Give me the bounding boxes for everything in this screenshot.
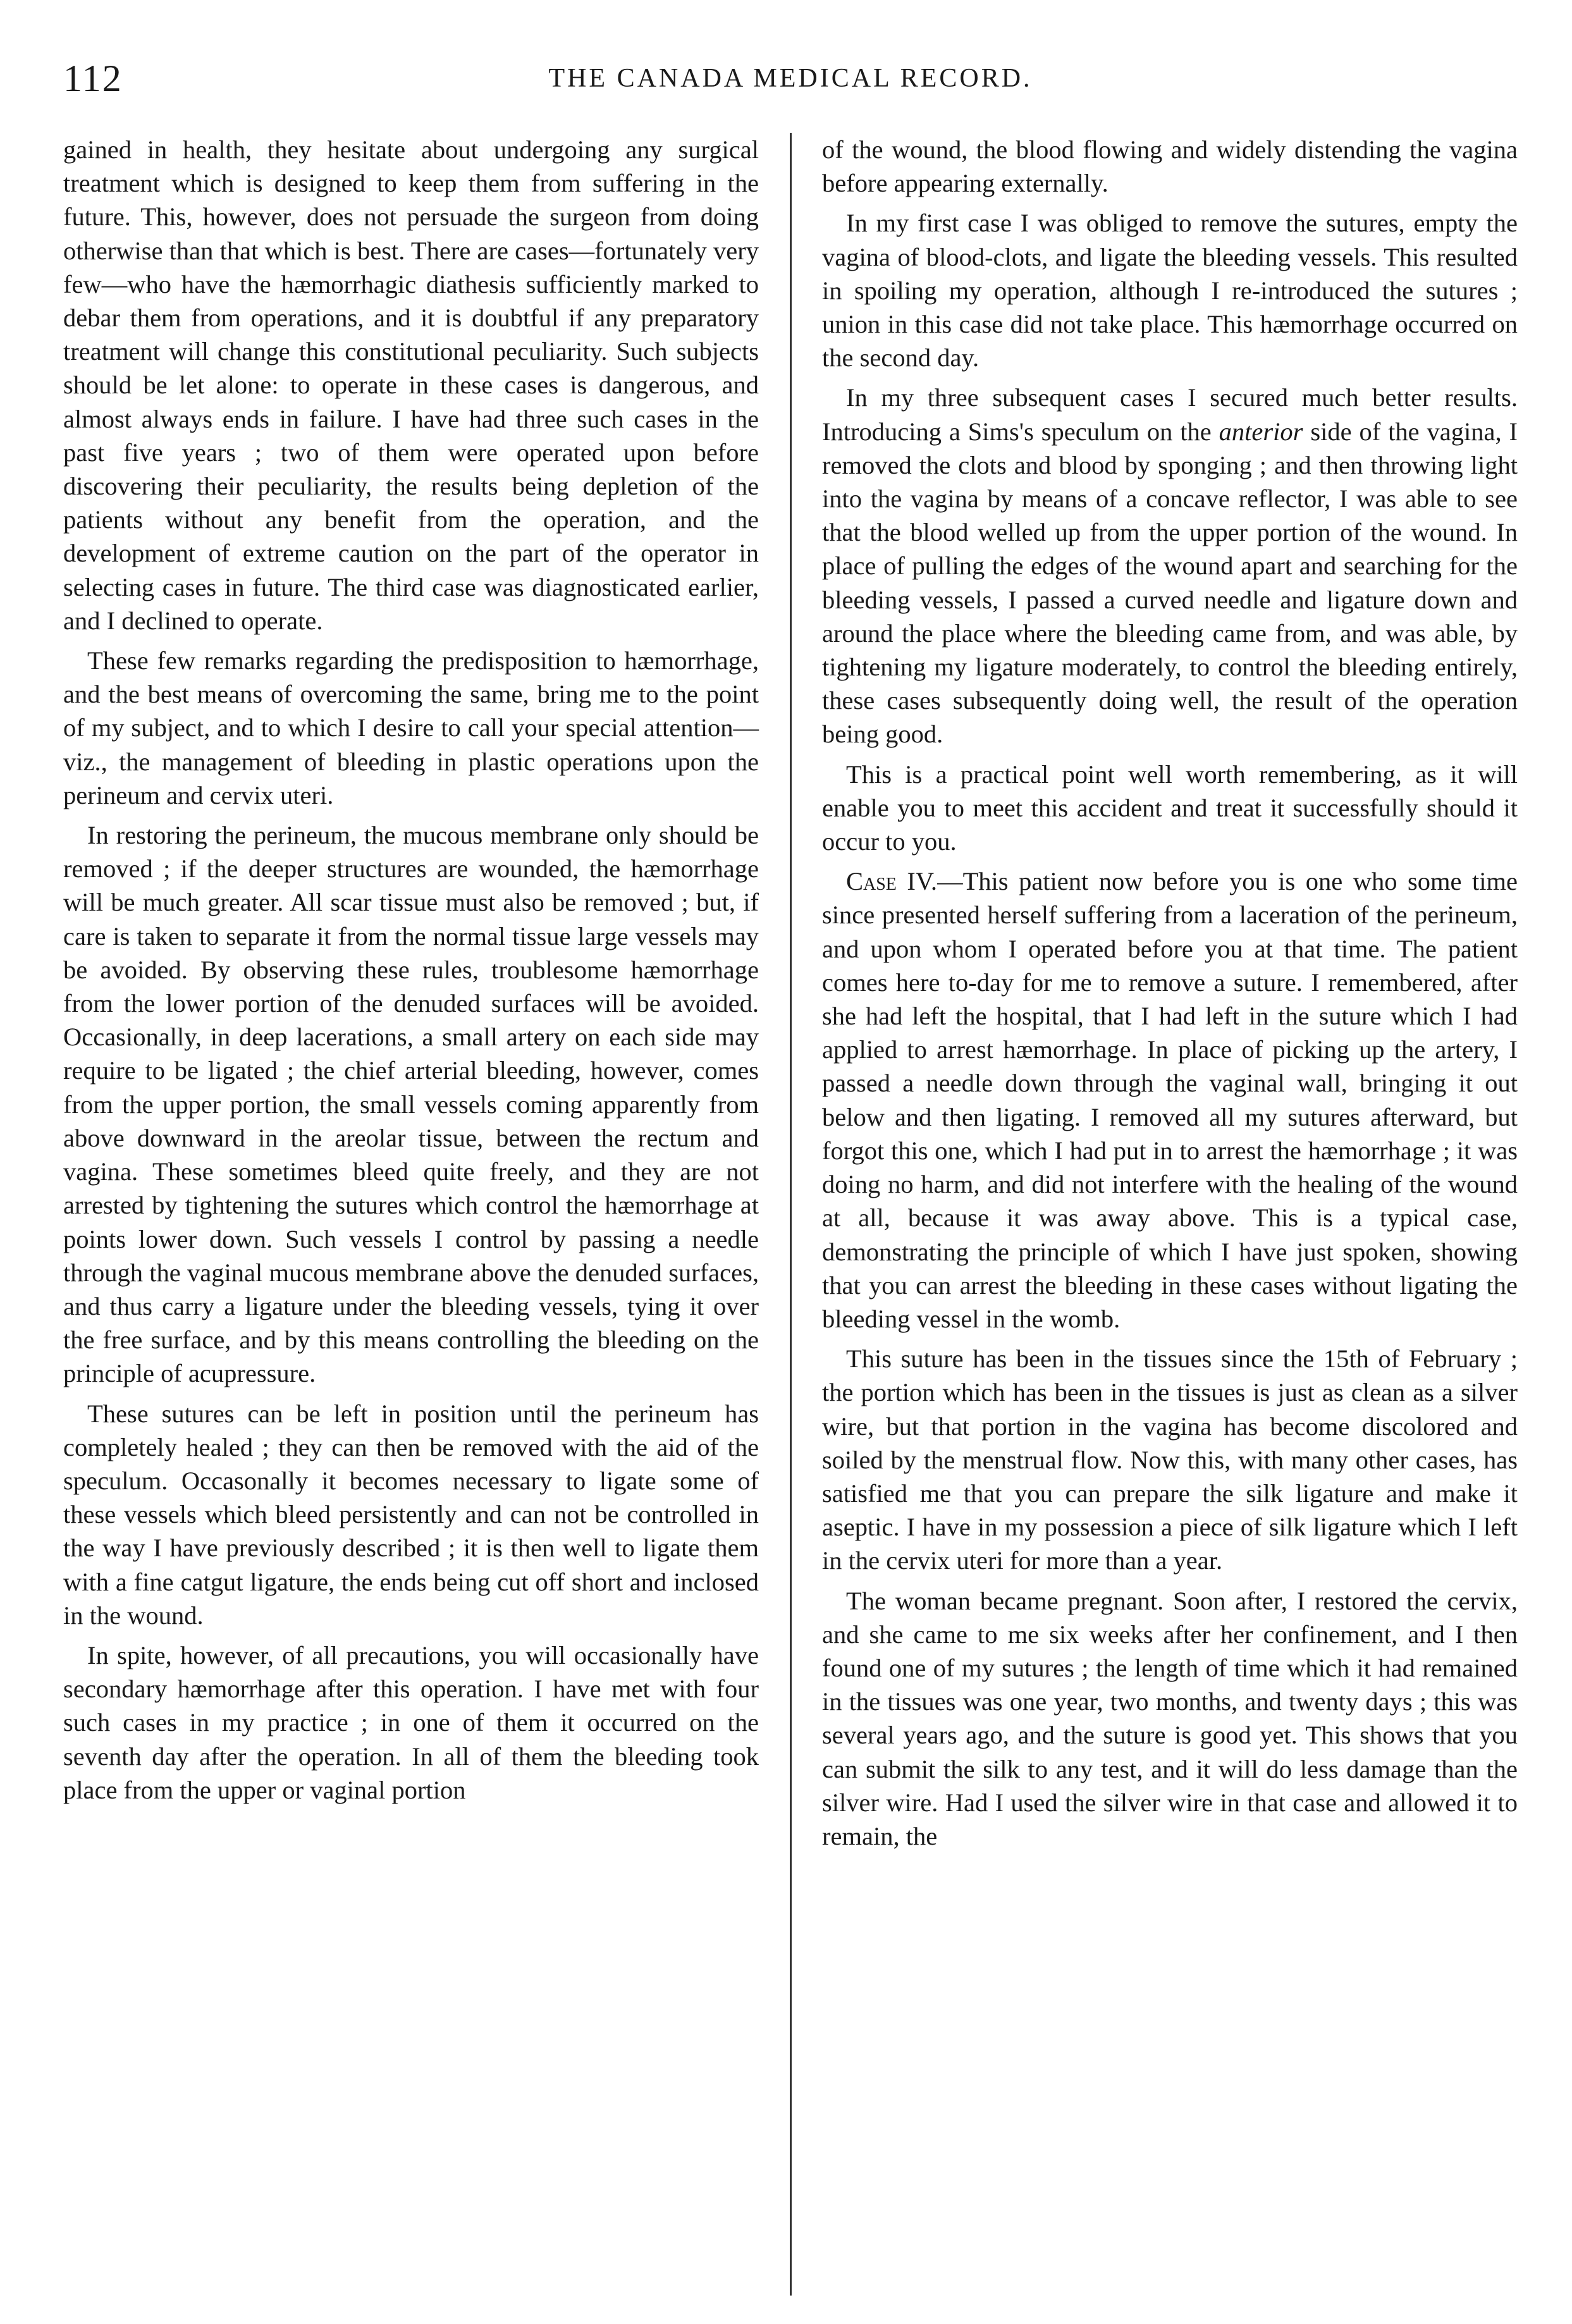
column-divider <box>790 133 792 2296</box>
paragraph: These sutures can be left in position until the perineum has completely healed ; they can then be removed with the aid of the speculum. Occasonally it becomes necessary to ligate some of these vessels which bleed persistently and can not be controlled in the way I have previously described ; it is then well to ligate them with a fine catgut ligature, the ends being cut off short and inclosed in the wound. <box>63 1399 759 1630</box>
paragraph: In restoring the perineum, the mucous membrane only should be removed ; if the deeper structures are wounded, the hæmorrhage will be much greater. All scar tissue must also be removed ; but, if care is taken to separate it from the normal tissue large vessels may be avoided. By observing these rules, troublesome hæmorrhage from the lower portion of the denuded surfaces will be avoided. Occasionally, in deep lacerations, a small artery on each side may require to be ligated ; the chief arterial bleeding, however, comes from the upper portion, the small vessels coming apparently from above downward in the areolar tissue, between the rectum and vagina. These sometimes bleed quite freely, and they are not arrested by tightening the sutures which control the hæmorrhage at points lower down. Such vessels I control by passing a needle through the vaginal mucous membrane above the denuded surfaces, and thus carry a ligature under the bleeding vessels, tying it over the free surface, and by this means controlling the bleeding on the principle of acupressure. <box>63 821 759 1388</box>
paragraph-text: —This patient now before you is one who some time since presented herself suffering from a laceration of the perineum, and upon whom I operated before you at that time. The patient comes here to-day for me to remove a suture. I remembered, after she had left the hospital, that I had left in the suture which I had applied to arrest hæmorrhage. In place of picking up the artery, I passed a needle down through the vaginal wall, bringing it out below and then ligating. I removed all my sutures afterward, but forgot this one, which I had put in to arrest the hæmorrhage ; it was doing no harm, and did not interfere with the healing of the wound at all, because it was away above. This is a typical case, demonstrating the principle of which I have just spoken, showing that you can arrest the bleeding in these cases without ligating the bleeding vessel in the womb. <box>822 867 1518 1333</box>
paragraph-text: side of the vagina, I removed the clots and blood by sponging ; and then throwing light into the vagina by means of a concave reflector, I was able to see that the blood welled up from the upper portion of the wound. In place of pulling the edges of the wound apart and searching for the bleeding vessels, I passed a curved needle and ligature down and around the place where the bleeding came from, and was able, by tightening my ligature moderately, to control the bleeding entirely, these cases subsequently doing well, the result of the operation being good. <box>822 417 1518 749</box>
paragraph: gained in health, they hesitate about undergoing any surgical treatment which is designed to keep them from suffering in the future. This, however, does not persuade the surgeon from doing otherwise than that which is best. There are cases—fortunately very few—who have the hæmorrhagic diathesis sufficiently marked to debar them from operations, and it is doubtful if any preparatory treatment will change this constitutional peculiarity. Such subjects should be let alone: to operate in these cases is dangerous, and almost always ends in failure. I have had three such cases in the past five years ; two of them were operated upon before discovering their peculiarity, the results being depletion of the patients without any benefit from the operation, and the development of extreme caution on the part of the operator in selecting cases in future. The third case was diagnosticated earlier, and I declined to operate. <box>63 135 759 635</box>
paragraph: of the wound, the blood flowing and widely distending the vagina before appearing externally. <box>822 135 1518 198</box>
paragraph <box>822 381 1518 751</box>
text-columns <box>63 133 1518 2296</box>
paragraph: In my first case I was obliged to remove the sutures, empty the vagina of blood-clots, and ligate the bleeding vessels. This resulted in spoiling my operation, although I re-introduced the sutures ; union in this case did not take place. This hæmorrhage occurred on the second day. <box>822 209 1518 372</box>
paragraph <box>822 864 1518 1336</box>
document-page <box>63 44 1518 2296</box>
case-label: Case IV. <box>846 867 938 896</box>
paragraph: The woman became pregnant. Soon after, I restored the cervix, and she came to me six weeks after her confinement, and I then found one of my sutures ; the length of time which it had remained in the tissues was one year, two months, and twenty days ; this was several years ago, and the suture is good yet. This shows that you can submit the silk to any test, and it will do less damage than the silver wire. Had I used the silver wire in that case and allowed it to remain, the <box>822 1586 1518 1850</box>
paragraph-text: In my three subsequent cases I secured much better results. Introducing a Sims's speculum on the <box>822 383 1518 446</box>
paragraph: This is a practical point well worth remembering, as it will enable you to meet this accident and treat it successfully should it occur to you. <box>822 759 1518 856</box>
right-column <box>822 133 1518 2296</box>
paragraph: These few remarks regarding the predisposition to hæmorrhage, and the best means of overcoming the same, bring me to the point of my subject, and to which I desire to call your special attention—viz., the management of bleeding in plastic operations upon the perineum and cervix uteri. <box>63 646 759 809</box>
paragraph: This suture has been in the tissues since the 15th of February ; the portion which has been in the tissues is just as clean as a silver wire, but that portion in the vagina has become discolored and soiled by the menstrual flow. Now this, with many other cases, has satisfied me that you can prepare the silk ligature and make it aseptic. I have in my possession a piece of silk ligature which I left in the cervix uteri for more than a year. <box>822 1344 1518 1575</box>
page-number: 112 <box>63 58 123 99</box>
emphasis-text: anterior <box>1219 417 1303 446</box>
paragraph: In spite, however, of all precautions, you will occasionally have secondary hæmorrhage after this operation. I have met with four such cases in my practice ; in one of them it occurred on the seventh day after the operation. In all of them the bleeding took place from the upper or vaginal portion <box>63 1640 759 1804</box>
page-header <box>63 44 1518 114</box>
left-column <box>63 133 759 2296</box>
running-head: THE CANADA MEDICAL RECORD. <box>548 64 1033 93</box>
